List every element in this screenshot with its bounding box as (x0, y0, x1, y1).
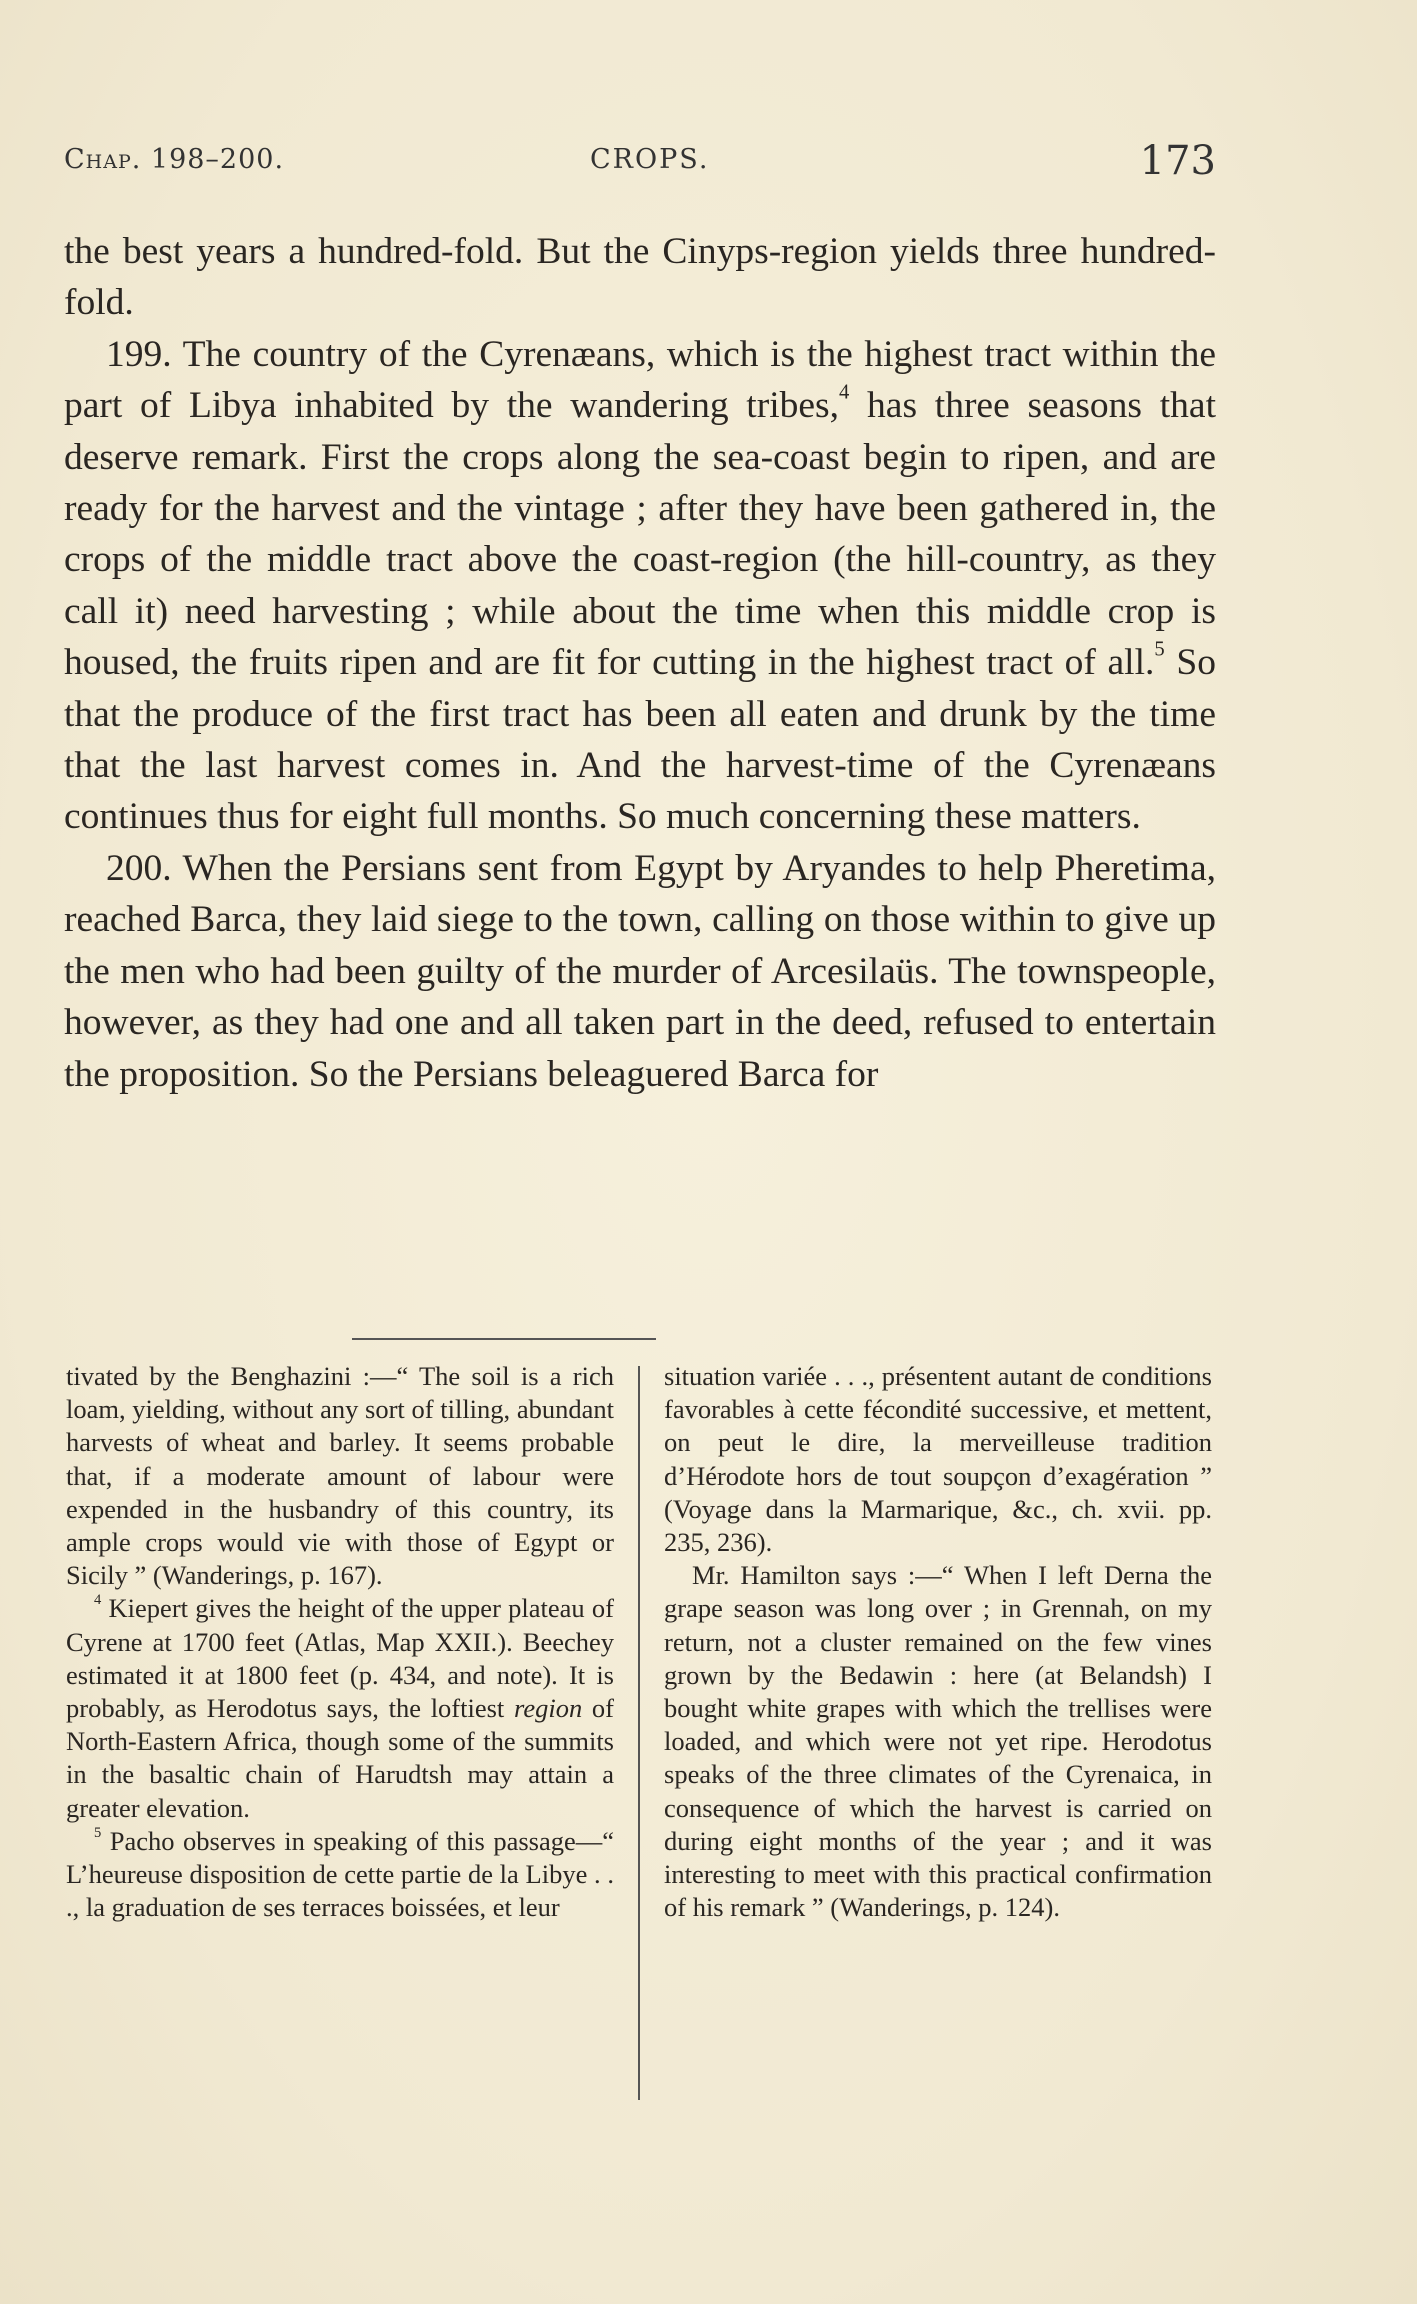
paragraph-199-text-b: has three seasons that deserve remark. First the crops along the sea-coast begin to ripen, and are ready for the harvest and the vintage ; after they have been gathered in, the crops of the middle tract above the coast-region (the hill-country, as they call it) need harvesting ; while about the time when this middle crop is housed, the fruits ripen and are fit for cutting in the highest tract of all. (64, 385, 1216, 684)
footnote-column-right (664, 1360, 1212, 1924)
footnote-column-left (66, 1360, 614, 1924)
footnote-4-text-a: Kiepert gives the height of the upper plateau of Cyrene at 1700 feet (Atlas, Map XXII.). Beechey estimated it at 1800 feet (p. 434, and note). It is probably, as Herodotus says, the loftiest (66, 1593, 614, 1724)
footnote-5-continued: situation variée . . ., présentent autant de conditions favorables à cette fécondité successive, et mettent, on peut le dire, la merveilleuse tradition d’Hérodote hors de tout soupçon d’exagération ” (Voyage dans la Marmarique, &c., ch. xvii. pp. 235, 236). (664, 1361, 1212, 1558)
footnotes (66, 1360, 1218, 2110)
paragraph-continuation: the best years a hundred-fold. But the Cinyps-region yields three hundred-fold. (64, 231, 1216, 324)
footnote-number-5: 5 (94, 1824, 102, 1841)
paragraph-199-text-c: So that the produce of the first tract has been all eaten and drunk by the time that the last harvest comes in. And the harvest-time of the Cyrenæans continues thus for eight full months. So much concerning these matters. (64, 642, 1216, 838)
footnote-4 (66, 1592, 614, 1824)
footnote-number-4: 4 (94, 1592, 102, 1609)
page-number: 173 (1139, 138, 1216, 184)
chapter-reference: Chap. 198–200. (64, 144, 285, 175)
footnote-4-text-b: of North-Eastern Africa, though some of the summits in the basaltic chain of Harudtsh may attain a greater elevation. (66, 1693, 614, 1823)
paragraph-199-text-a: 199. The country of the Cyrenæans, which is the highest tract within the part of Libya inhabited by the wandering tribes, (64, 333, 1216, 427)
main-text (64, 226, 1216, 1100)
column-divider (638, 1366, 640, 2100)
footnote-continued: tivated by the Benghazini :—“ The soil is a rich loam, yielding, without any sort of tilling, abundant harvests of wheat and barley. It seems probable that, if a moderate amount of labour were expended in the husbandry of this country, its ample crops would vie with those of Egypt or Sicily ” (Wanderings, p. 167). (66, 1361, 614, 1591)
running-head (64, 138, 1216, 188)
footnote-5-text: Pacho observes in speaking of this passage—“ L’heureuse disposition de cette partie de la Libye . . ., la graduation de ses terraces boissées, et leur (66, 1825, 614, 1923)
footnote-hamilton: Mr. Hamilton says :—“ When I left Derna the grape season was long over ; in Grennah, on my return, not a cluster remained on the few vines grown by the Bedawin : here (at Belandsh) I bought white grapes with which the trellises were loaded, and which were not yet ripe. Herodotus speaks of the three climates of the Cyrenaica, in consequence of which the harvest is carried on during eight months of the year ; and it was interesting to meet with this practical confirmation of his remark ” (Wanderings, p. 124). (664, 1560, 1212, 1923)
footnote-ref-5: 5 (1154, 638, 1165, 661)
paragraph-200: 200. When the Persians sent from Egypt by Aryandes to help Pheretima, reached Barca, they laid siege to the town, calling on those within to give up the men who had been guilty of the murder of Arcesilaüs. The townspeople, however, as they had one and all taken part in the deed, refused to entertain the proposition. So the Persians beleaguered Barca for (64, 847, 1216, 1095)
footnote-5 (66, 1825, 614, 1925)
section-title: CROPS. (590, 144, 710, 175)
footnote-ref-4: 4 (839, 381, 850, 404)
footnote-4-emphasis: region (514, 1693, 583, 1724)
paragraph-199 (64, 329, 1216, 843)
footnote-rule (352, 1338, 656, 1340)
